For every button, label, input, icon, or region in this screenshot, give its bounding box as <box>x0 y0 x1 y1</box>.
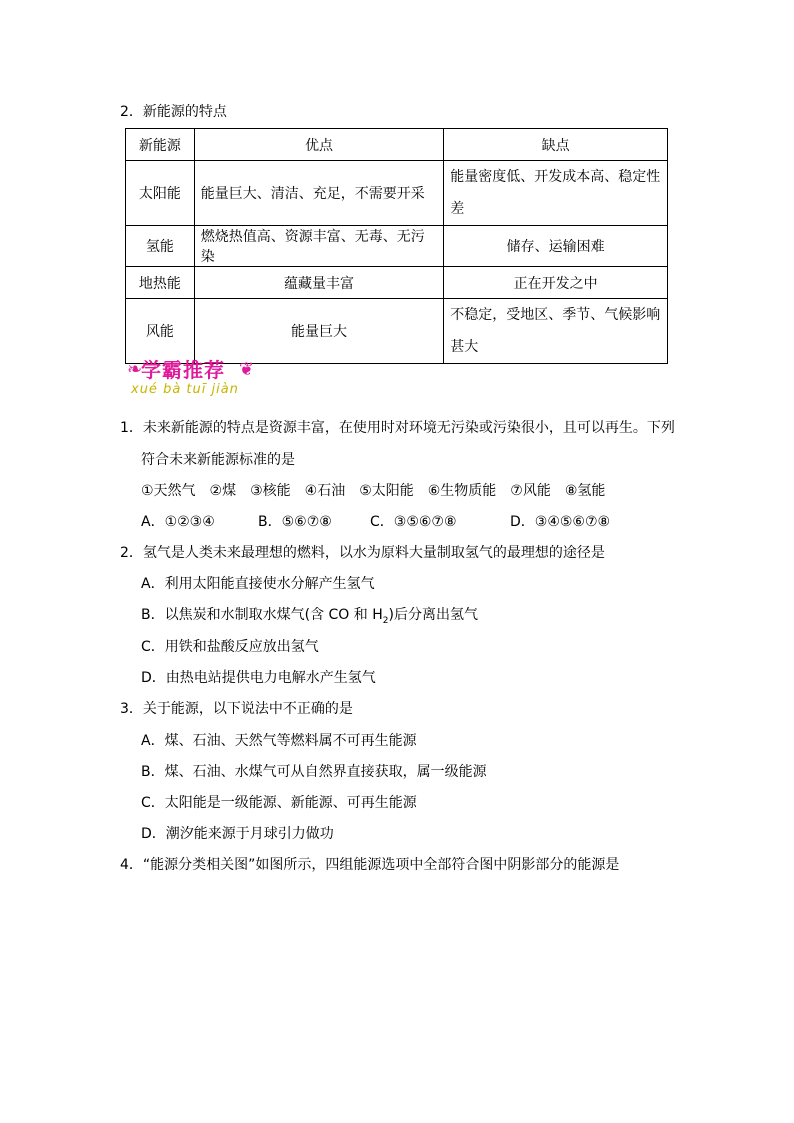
q1-option-b: B．⑤⑥⑦⑧ <box>258 514 332 530</box>
cons-line-1: 能量密度低、开发成本高、稳定性 <box>450 169 661 185</box>
q2-option-b-text-end: )后分离出氢气 <box>388 607 478 623</box>
q1-option-c: C．③⑤⑥⑦⑧ <box>370 514 457 530</box>
cell-name: 风能 <box>126 299 195 364</box>
cell-cons <box>444 161 668 226</box>
table-row <box>126 299 668 364</box>
logo-flourish-left-icon: ❧ <box>127 359 143 380</box>
logo-flourish-right-icon: ❦ <box>239 359 255 380</box>
q2-option-b-text: B．以焦炭和水制取水煤气(含 CO 和 H <box>141 607 383 623</box>
cons-line-2: 差 <box>450 201 465 217</box>
q1-option-a: A．①②③④ <box>141 514 215 530</box>
cell-pros: 能量巨大、清洁、充足，不需要开采 <box>194 161 444 226</box>
q2-option-a: A．利用太阳能直接使水分解产生氢气 <box>141 576 375 592</box>
cell-pros: 燃烧热值高、资源丰富、无毒、无污染 <box>194 226 444 267</box>
cell-name: 氢能 <box>126 226 195 267</box>
q2-option-c: C．用铁和盐酸反应放出氢气 <box>141 639 319 655</box>
table-row <box>126 226 668 267</box>
table-header-row <box>126 129 668 161</box>
cons-line-1: 不稳定，受地区、季节、气候影响 <box>450 307 661 323</box>
section-heading: 2．新能源的特点 <box>120 104 227 120</box>
table-row <box>126 267 668 299</box>
cell-name: 太阳能 <box>126 161 195 226</box>
cell-cons <box>444 299 668 364</box>
q2-option-b <box>141 605 478 631</box>
cons-line-2: 甚大 <box>450 339 479 355</box>
table-row <box>126 161 668 226</box>
q1-stem-line-1: 1．未来新能源的特点是资源丰富，在使用时对环境无污染或污染很小，且可以再生。下列 <box>120 420 675 436</box>
q3-option-b: B．煤、石油、水煤气可从自然界直接获取，属一级能源 <box>141 764 487 780</box>
q1-items: ①天然气 ②煤 ③核能 ④石油 ⑤太阳能 ⑥生物质能 ⑦风能 ⑧氢能 <box>141 483 606 499</box>
cell-cons: 储存、运输困难 <box>444 226 668 267</box>
q2-option-d: D．由热电站提供电力电解水产生氢气 <box>141 670 376 686</box>
q1-option-d: D．③④⑤⑥⑦⑧ <box>510 514 611 530</box>
q3-stem: 3．关于能源，以下说法中不正确的是 <box>120 701 353 717</box>
xueba-tuijian-logo <box>127 356 257 404</box>
q4-stem: 4．“能源分类相关图”如图所示，四组能源选项中全部符合图中阴影部分的能源是 <box>120 857 620 873</box>
cell-name: 地热能 <box>126 267 195 299</box>
cell-pros: 能量巨大 <box>194 299 444 364</box>
q1-stem-line-2: 符合未来新能源标准的是 <box>141 452 295 468</box>
q3-option-a: A．煤、石油、天然气等燃料属不可再生能源 <box>141 733 417 749</box>
q1-options <box>141 512 610 532</box>
header-energy: 新能源 <box>126 129 195 161</box>
cell-cons: 正在开发之中 <box>444 267 668 299</box>
q2-stem: 2．氢气是人类未来最理想的燃料，以水为原料大量制取氢气的最理想的途径是 <box>120 545 605 561</box>
header-pros: 优点 <box>194 129 444 161</box>
q3-option-d: D．潮汐能来源于月球引力做功 <box>141 826 334 842</box>
header-cons: 缺点 <box>444 129 668 161</box>
logo-pinyin: xué bà tuī jiàn <box>131 382 239 397</box>
logo-title: 学霸推荐 <box>141 358 225 382</box>
q3-option-c: C．太阳能是一级能源、新能源、可再生能源 <box>141 795 417 811</box>
energy-features-table <box>125 128 668 364</box>
cell-pros: 蕴藏量丰富 <box>194 267 444 299</box>
q2-option-b-subscript: 2 <box>382 615 389 626</box>
